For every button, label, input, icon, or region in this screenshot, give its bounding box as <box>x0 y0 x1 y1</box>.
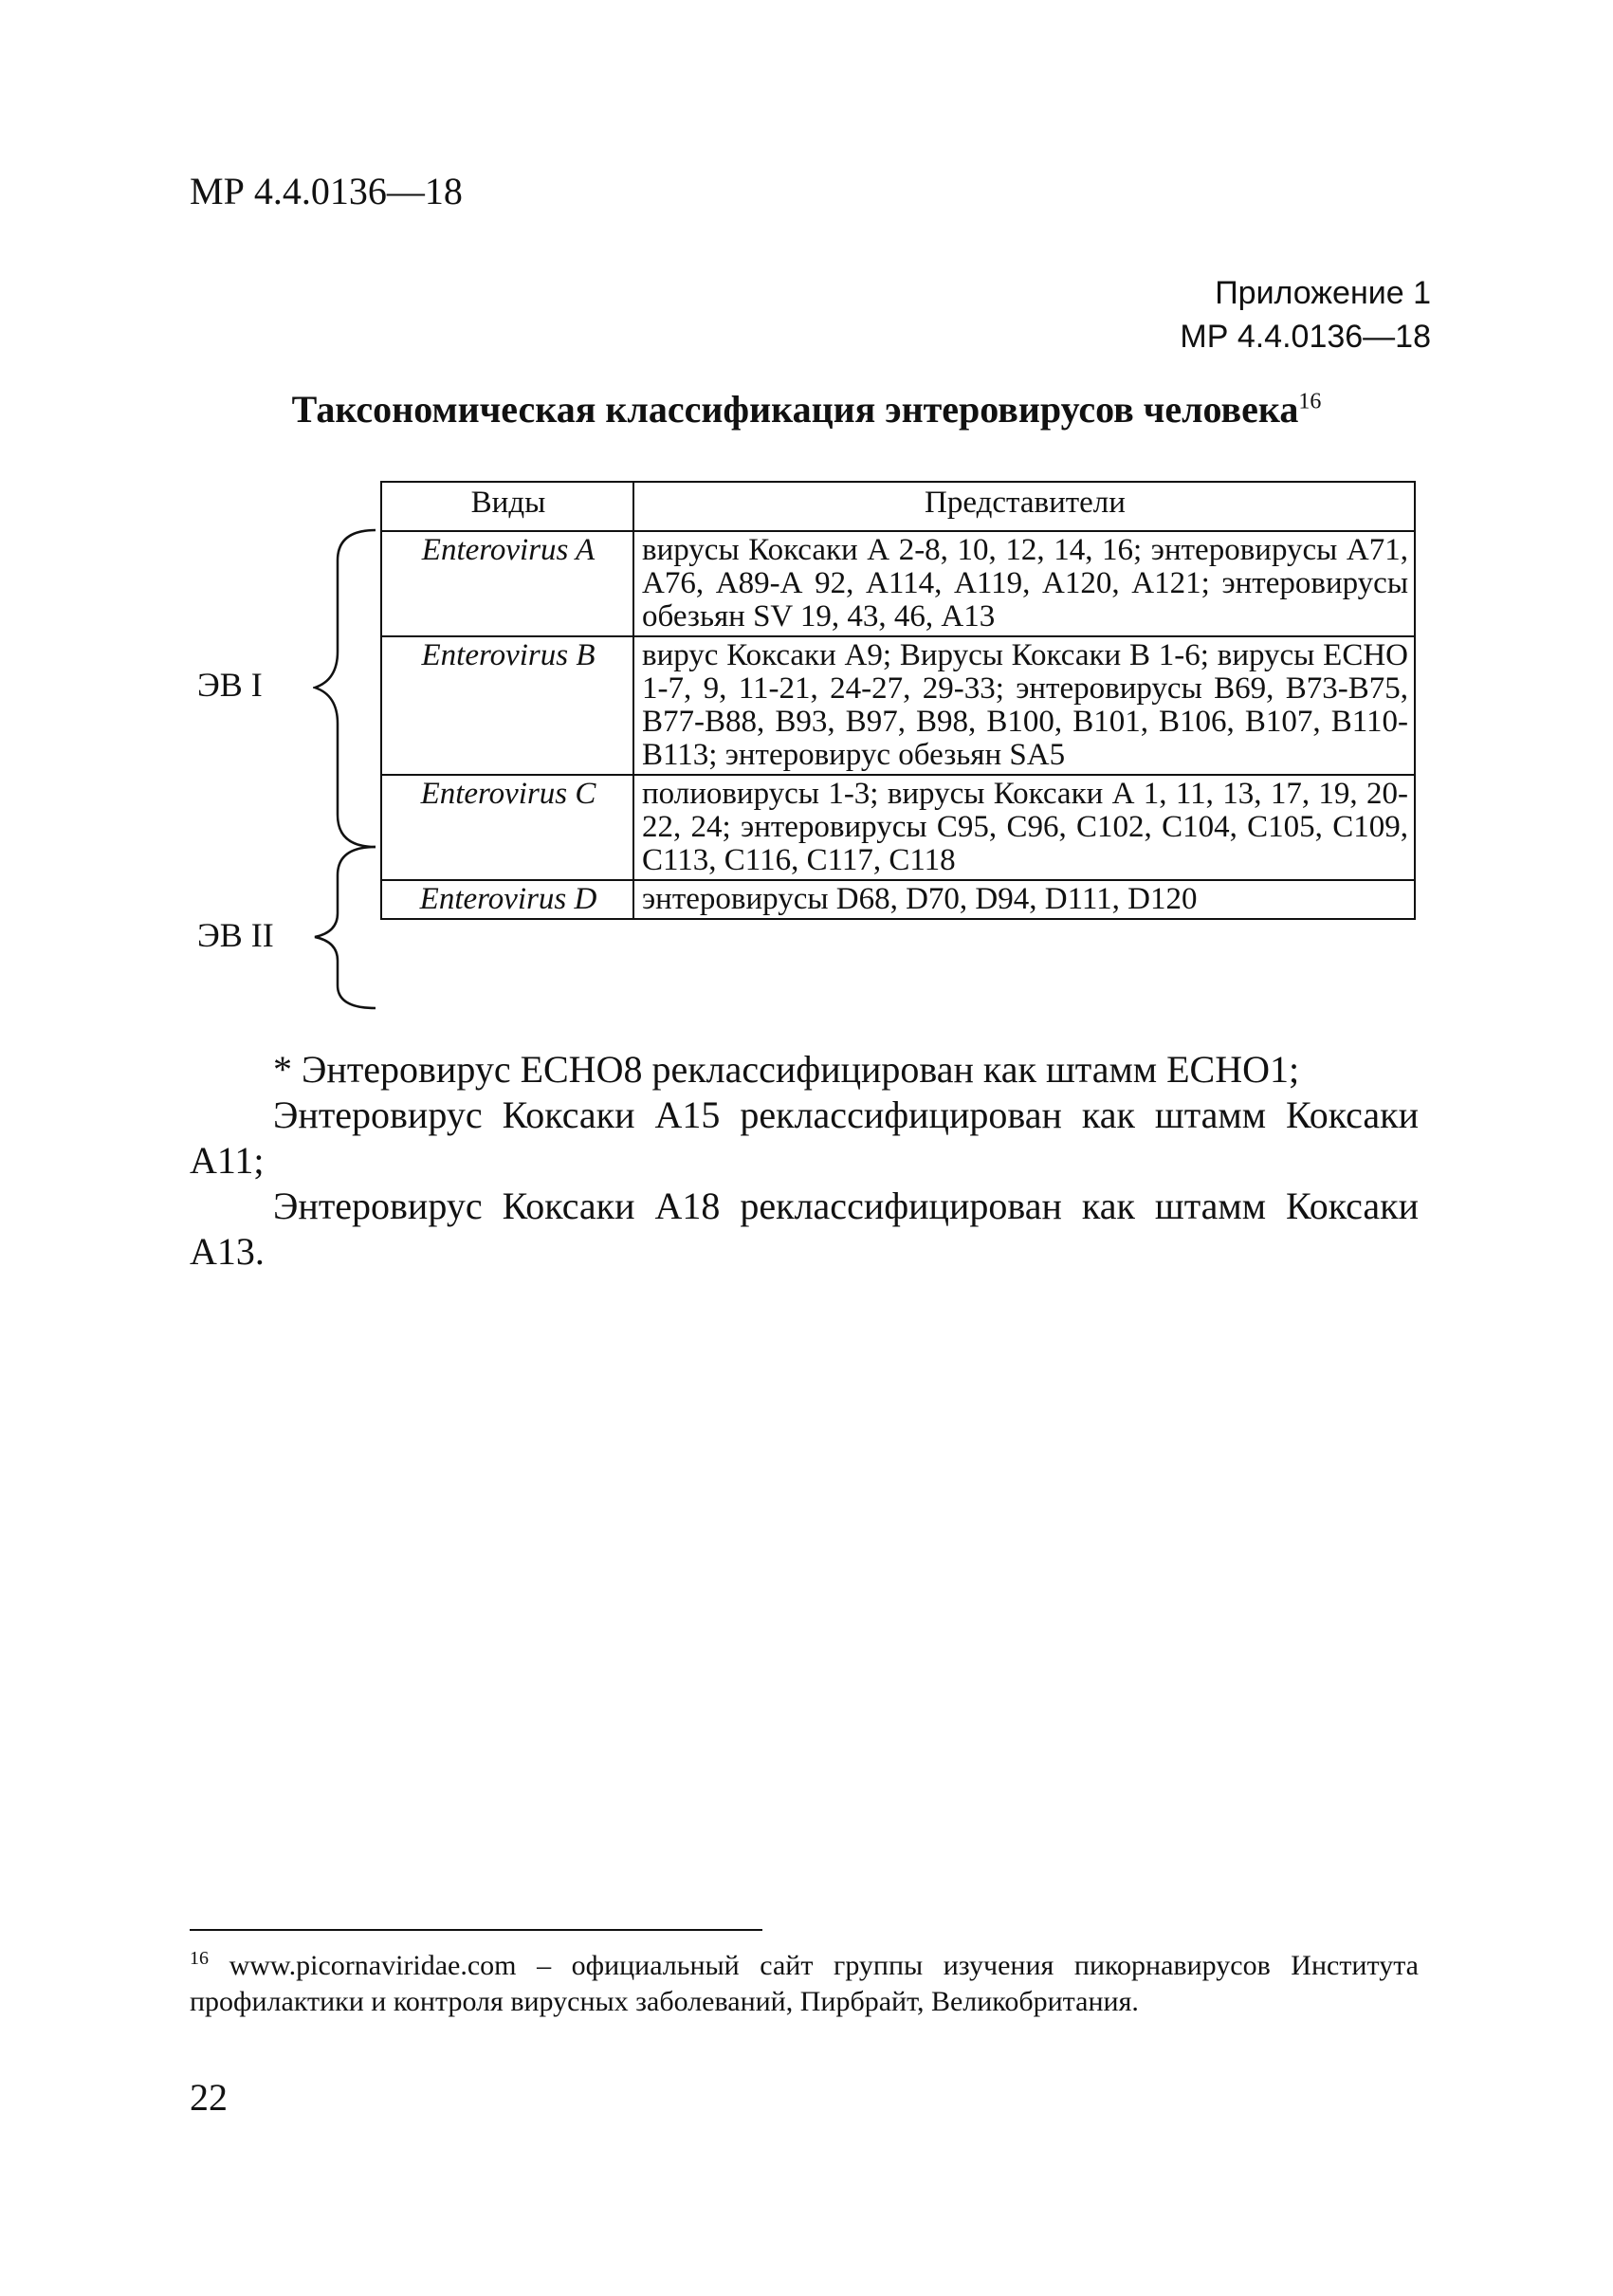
group-label-ev2: ЭВ II <box>197 916 274 954</box>
note-coxsackie-a18: Энтеровирус Коксаки А18 реклассифицирован как штамм Коксаки А13. <box>190 1185 1419 1273</box>
brace-ev1 <box>315 530 376 847</box>
reclassification-notes <box>190 1047 1419 1275</box>
header-species: Виды <box>381 482 633 531</box>
appendix-heading <box>1180 271 1431 358</box>
table-row <box>381 880 1415 919</box>
title-text: Таксономическая классификация энтеровирусов человека <box>291 388 1299 431</box>
representatives-cell: вирус Коксаки А9; Вирусы Коксаки В 1-6; вирусы ЕСНО 1-7, 9, 11-21, 24-27, 29-33; энтеровирусы В69, В73-В75, В77-В88, В93, В97, В98, В100, В101, В106, В107, В110-В113; энтеровирус обезьян SA5 <box>633 636 1415 775</box>
appendix-doc-code: МР 4.4.0136—18 <box>1180 319 1431 355</box>
page-title <box>0 385 1613 434</box>
title-footnote-ref: 16 <box>1298 389 1322 414</box>
note-coxsackie-a15: Энтеровирус Коксаки А15 реклассифицирован как штамм Коксаки А11; <box>190 1093 1419 1182</box>
table-row <box>381 531 1415 636</box>
species-cell: Enterovirus B <box>381 636 633 775</box>
footnote-number: 16 <box>190 1948 209 1969</box>
representatives-cell: полиовирусы 1-3; вирусы Коксаки А 1, 11, 13, 17, 19, 20-22, 24; энтеровирусы С95, С96, С102, С104, С105, С109, С113, С116, С117, С118 <box>633 775 1415 880</box>
group-label-ev1: ЭВ I <box>197 666 263 704</box>
species-cell: Enterovirus D <box>381 880 633 919</box>
species-cell: Enterovirus C <box>381 775 633 880</box>
table-row <box>381 775 1415 880</box>
brace-ev2 <box>315 847 376 1008</box>
footnote <box>190 1948 1419 2020</box>
document-code: МР 4.4.0136—18 <box>190 170 463 212</box>
table-header-row <box>381 482 1415 531</box>
appendix-number: Приложение 1 <box>1215 275 1431 311</box>
taxonomy-table <box>380 481 1416 920</box>
page-number: 22 <box>190 2076 228 2119</box>
note-echo8: * Энтеровирус ЕСНО8 реклассифицирован как штамм ЕСНО1; <box>273 1048 1300 1091</box>
species-cell: Enterovirus A <box>381 531 633 636</box>
representatives-cell: вирусы Коксаки А 2-8, 10, 12, 14, 16; энтеровирусы А71, А76, А89-А 92, А114, А119, А120, А121; энтеровирусы обезьян SV 19, 43, 46, А13 <box>633 531 1415 636</box>
header-representatives: Представители <box>633 482 1415 531</box>
representatives-cell: энтеровирусы D68, D70, D94, D111, D120 <box>633 880 1415 919</box>
footnote-divider <box>190 1929 762 1931</box>
footnote-text: www.picornaviridae.com – официальный сайт группы изучения пикорнавирусов Института профилактики и контроля вирусных заболеваний, Пирбрайт, Великобритания. <box>190 1950 1419 2017</box>
group-braces <box>313 526 381 1019</box>
table-row <box>381 636 1415 775</box>
